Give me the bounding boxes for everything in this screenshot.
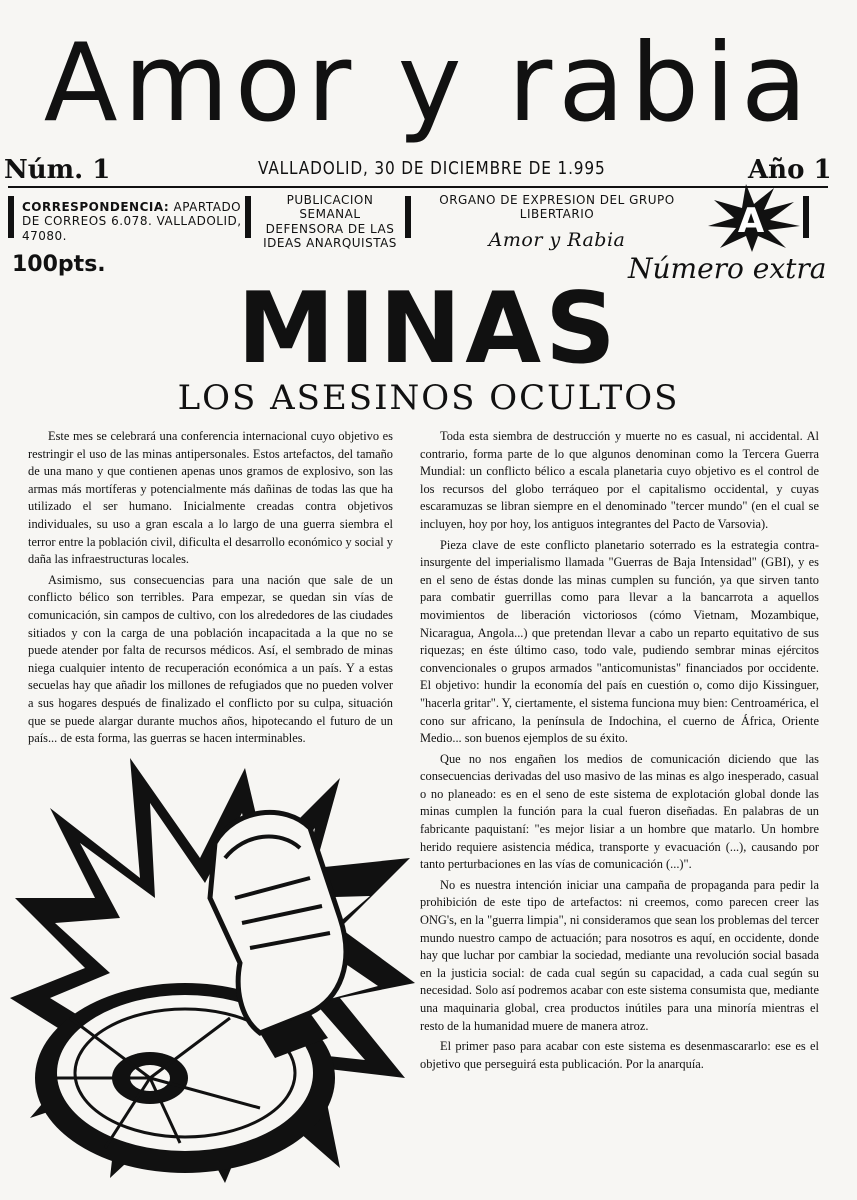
issue-number: Núm. 1 xyxy=(4,155,111,185)
subheadline: LOS ASESINOS OCULTOS xyxy=(177,378,680,418)
extra-edition-label: Número extra xyxy=(628,252,827,285)
divider-bar xyxy=(245,196,251,238)
organ-box xyxy=(422,193,692,252)
logo-letter: A xyxy=(737,201,765,241)
headline: MINAS xyxy=(237,272,620,386)
group-name: Amor y Rabia xyxy=(488,228,626,251)
correspondence-label: CORRESPONDENCIA: xyxy=(22,200,170,214)
anarchy-star-logo xyxy=(702,182,812,252)
right-column xyxy=(420,428,819,1076)
paragraph: Que no nos engañen los medios de comunicación diciendo que las consecuencias derivadas del uso masivo de las minas es algo inesperado, casual o no planeado: es en el seno de este sistema de explotación global donde las minas cumplen la función para la cual fueron diseñadas. En palabras de un fabricante paquistaní: "es mejor lisiar a un hombre que matarlo. Un hombre herido requiere asistencia médica, transporte y evacuación (...), causando por tanto perturbaciones en las vías de comunicación (...)". xyxy=(420,751,819,872)
paragraph: Toda esta siembra de destrucción y muerte no es casual, ni accidental. Al contrario, forma parte de lo que algunos denominan como la Tercera Guerra Mundial: un conflicto bélico a escala planetaria cuyo objetivo es el control de los recursos del globo terráqueo por el capitalismo occidental, y cuyas escaramuzas se libran siempre en el denominado "tercer mundo" (en el cual se incluyen, hoy por hoy, los antiguos integrantes del Pacto de Varsovia). xyxy=(420,429,819,531)
masthead-title: Amor y rabia xyxy=(43,21,814,146)
divider-bar xyxy=(405,196,411,238)
paragraph: No es nuestra intención iniciar una campaña de propaganda para pedir la prohibición de este tipo de artefactos: ni creemos, como parecen creer las ONG's, en la "guerra limpia", ni consideramos que sean los problemas del tercer mundo nuestro campo de actuación; para nosotros es aquí, en occidente, donde hay que luchar por cambiar la sociedad, mediante una revolución social basada en la justicia social: de cada cual según su capacidad, a cada cual según su necesidad. Solo así podremos acabar con este sistema consumista que, mediante una maquinaria global, crea productos inútiles para una minoría mientras el resto de la humanidad muere de manera atroz. xyxy=(420,877,819,1033)
price-label: 100pts. xyxy=(12,252,106,277)
paragraph: Este mes se celebrará una conferencia internacional cuyo objetivo es restringir el uso de las minas antipersonales. Estos artefactos, del tamaño de una mano y que contienen apenas unos gramos de explosivo, son las armas más mortíferas y potencialmente más dañinas de todas las que ha utilizado el ser humano. Inicialmente creadas contra objetivos individuales, su uso a gran escala a lo largo de una guerra siembra el terror entre la población civil, dificulta el desarrollo económico y social y daña las infraestructuras locales. xyxy=(28,429,393,567)
left-column xyxy=(28,428,393,751)
divider-bar xyxy=(8,196,14,238)
correspondence-text: APARTADO DE CORREOS 6.078. VALLADOLID, 47080. xyxy=(22,200,242,243)
year-label: Año 1 xyxy=(748,155,832,185)
organ-text: ORGANO DE EXPRESION DEL GRUPO LIBERTARIO xyxy=(439,193,675,222)
paragraph: Pieza clave de este conflicto planetario soterrado es la estrategia contra-insurgente del imperialismo llamada "Guerras de Baja Intensidad" (GBI), y es en el seno de éstas donde las minas cumplen su función, ya que sirven tanto para combatir guerrillas como para llevar a la bancarrota a aquellos movimientos de liberación victoriosos (cómo Vietnam, Mozambique, Nicaragua, Angola...) que pretendan llevar a cabo un reparto equitativo de sus riquezas; en éste último caso, todo vale, pudiendo sembrar minas ejércitos convencionales o grupos armados "anticomunistas" financiados por occidente. El objetivo: hundir la economía del país en cuestión o, como dijo Kissinguer, "hacerla gritar". Y, ciertamente, el sistema funciona muy bien: Centroamérica, el cono sur africano, la península de Indochina, el cuerno de África, Oriente Medio... son buenos ejemplos de su éxito. xyxy=(420,537,819,746)
correspondence-box xyxy=(22,200,242,243)
publication-box: PUBLICACION SEMANAL DEFENSORA DE LAS IDEAS ANARQUISTAS xyxy=(263,193,397,251)
paragraph: El primer paso para acabar con este sistema es desenmascararlo: ese es el objetivo que perseguirá esta publicación. Por la anarquía. xyxy=(420,1039,819,1071)
mine-boot-illustration xyxy=(10,748,420,1188)
paragraph: Asimismo, sus consecuencias para una nación que sale de un conflicto bélico son terribles. Para empezar, se quedan sin vías de comunicación, sin campos de cultivo, con los alrededores de las ciudades sitiados y con la carga de una población incapacitada a la que no se puede atender por falta de recursos médicos. Así, el sembrado de minas niega cualquier intento de recuperación económica a un país. Y a estas secuelas hay que añadir los millones de refugiados que no pueden volver a sus hogares después de finalizado el conflicto por su culpa, situación que se puede alargar durante muchos años, hipotecando el futuro de un país... de esta forma, las guerras se hacen interminables. xyxy=(28,572,393,746)
dateline: VALLADOLID, 30 DE DICIEMBRE DE 1.995 xyxy=(258,158,606,179)
